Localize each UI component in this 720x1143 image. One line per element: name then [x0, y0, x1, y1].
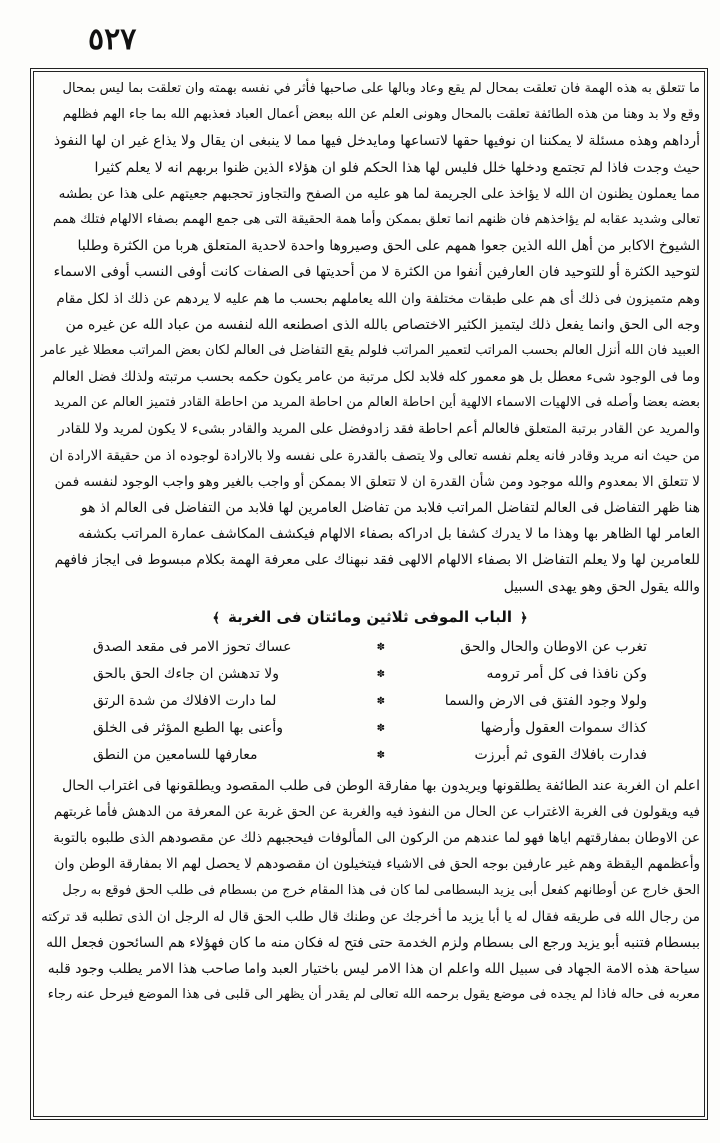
verse-first-half: ولولا وجود الفتق فى الارض والسما [444, 692, 647, 709]
verse-separator-icon: ✽ [376, 668, 385, 680]
text-line: والمريد عن القادر برتبة المتعلق فالعالم أعم احاطة فقد زادوفضل على المريد والقادر بشىء لا يكون لمريد ولا للقادر [58, 421, 700, 438]
poem [40, 634, 700, 769]
heading-ornament: ﴿ [519, 610, 528, 626]
text-line: وجه الى الحق وانما يفعل ذلك ليتميز الكثير الاختصاص بالله الذى اصطنعه الله لنفسه من عباد الله عن غيره من [65, 316, 700, 333]
text-line: ببسطام فتنبه أبو يزيد ورجع الى بسطام ولزم الخدمة حتى فتح له فكان منه ما كان فهؤلاء هم السائحون فجعل الله [46, 934, 700, 951]
text-line: وما فى الوجود شىء معطل بل هو معمور كله فلابد لكل مرتبة من عامر يكون حكمه بحسب مرتبته ولذلك فضل العالم [52, 369, 700, 386]
text-line: فيه ويقولون فى الغربة الاغتراب عن الحال من النفوذ فيه والغربة عن الحق غربة عن المعرفة من الدهش فأما غربتهم [53, 803, 700, 820]
verse-separator-icon: ✽ [376, 749, 385, 761]
text-line: هنا ظهر التفاضل فى العالم لتفاضل المراتب فلابد من تفاضل العامرين لها فلابد من التفاضل فى العالم اذ هو [80, 500, 700, 516]
verse-second-half: معارفها للسامعين من النطق [93, 746, 258, 763]
text-line: من رجال الله فى طريقه فقال له يا أبا يزيد ما أخرجك عن وطنك قال طلب الحق قال له الرجل ان الذى تطلبه قد تركته [41, 908, 700, 925]
chapter-paragraph [40, 773, 700, 1009]
verse-first-half: وكن نافذا فى كل أمر ترومه [486, 665, 647, 682]
text-line: مما يعملون يظنون ان الله لا يؤاخذ على الجريمة لما هو عليه من الصفح والتجاوز تحجبهم جعيتهم على هذا عن بطشه [58, 185, 700, 202]
verse-separator-icon: ✽ [376, 695, 385, 707]
text-line: معربه فى حاله فاذا لم يجده فى موضع يقول برحمه الله تعالى لم يقدر أن يظهر الى قلبى فى هذا الموضع فيرحل عنه رجاء [47, 987, 700, 1003]
chapter-heading [40, 602, 700, 632]
verse-second-half: عساك تحوز الامر فى مقعد الصدق [93, 638, 292, 655]
text-line: أرداهم وهذه مسئلة لا يمكننا ان نوفيها حقها لاتساعها ومايدخل فيها مما لا ينبغى ان يقال ولا يذاع غير ان لها النفوذ [53, 133, 700, 150]
verse-second-half: وأعنى بها الطبع المؤثر فى الخلق [93, 719, 284, 736]
chapter-title: الباب الموفى ثلاثين ومائتان فى الغربة [228, 607, 512, 626]
text-line: وهم متميزون فى ذلك أى هم على طبقات مختلفة وان الله يعاملهم بحسب ما هم عليه لا يردهم عن ذلك اذ لكل مقام [56, 290, 700, 307]
verse-second-half: ولا تدهشن ان جاءك الحق بالحق [93, 665, 279, 682]
poem-verse [40, 742, 700, 769]
text-line: الحق خارج عن أوطانهم كفعل أبى يزيد البسطامى لما كان فى هذا المقام خرج من بسطام فى طلب الحق فوقع به رجل [62, 882, 700, 898]
text-line: وأعظمهم اليقظة وهم غير عارفين بوجه الحق فى الاشياء فيتخيلون ان مقصودهم لا يحصل لهم الا بمفارقة الوطن وان [54, 856, 700, 873]
text-line: الشيوخ الاكابر من أهل الله الذين جعوا همهم على الحق وصيروها واحدة لاحدية المتعلق هربا من الكثرة وطلبا [77, 238, 700, 255]
text-line: اعلم ان الغربة عند الطائفة يطلقونها ويريدون بها مفارقة الوطن فى طلب المقصود ويطلقونها فى اغتراب الحال [62, 777, 700, 794]
text-line: العبيد فان الله أنزل العالم بحسب المراتب لتعمير المراتب فلولم يقع التفاضل فى العالم لكان بعض المراتب معطلا غير عامر [41, 342, 700, 358]
verse-first-half: فدارت بافلاك القوى ثم أبرزت [474, 746, 647, 763]
text-line: لا تتعلق الا بمعدوم والله موجود ومن شأن القدرة ان لا تتعلق الا بممكن أو واجب بالغير وهو واجب الوجود لنفسه فمن [54, 473, 700, 490]
text-line: عن الاوطان بمفارقتهم اياها فهو لما عندهم من الركون الى المألوفات فيحجبهم ذلك عن مقصودهم الذى طلبوه بالتوبة [53, 830, 700, 847]
text-line: وقع ولا بد وهنا من هذه الطائفة تعلقت بالمحال وهونى العلم عن الله ببعض أعمال العباد فعذبهم الله بما جاء الهم فظلهم [62, 107, 700, 123]
text-line: تعالى وشديد عقابه لم يؤاخذهم فان ظنهم انما تعلق بممكن وأما همة الحقيقة التى هى جمع الهمم بصفاء الالهام فتلك همم [53, 211, 700, 227]
verse-second-half: لما دارت الافلاك من شدة الرتق [93, 692, 277, 709]
poem-verse [40, 634, 700, 661]
heading-ornament: ﴾ [212, 610, 221, 626]
text-line: سياحة هذه الامة الجهاد فى سبيل الله واعلم ان هذا الامر ليس باختيار العبد واما صاحب هذا الامر يطلب وجود قلبه [47, 961, 700, 978]
poem-verse [40, 715, 700, 742]
text-line: ما تتعلق به هذه الهمة فان تعلقت بمحال لم يقع وعاد وبالها على صاحبها فأثر في نفسه بهمته وان تعلقت بما ليس بمحال [62, 81, 700, 96]
page-number: ٥٢٧ [88, 22, 137, 57]
poem-verse [40, 688, 700, 715]
opening-paragraph [40, 76, 700, 600]
verse-separator-icon: ✽ [376, 641, 385, 653]
text-line: والله يقول الحق وهو يهدى السبيل [503, 578, 700, 595]
text-line: من حيث انه مريد وقادر فانه يعلم نفسه تعالى ولا يتصف بالقدرة على نفسه ولا بالارادة لوجوده اذ من حقيقة الارادة ان [49, 447, 700, 464]
text-line: العامر لها الظاهر بها وهذا ما لا يدرك كشفا بل ادراكه بصفاء الالهام فيكشف المكاشف عمارة المراتب بكشفه [78, 526, 700, 543]
text-line: بعضه بعضا وأصله فى الالهيات الاسماء الالهية أين احاطة العالم من احاطة المريد من احاطة القادر فتميز العالم عن المريد [54, 395, 700, 411]
text-line: للعامرين لها ولا يعلم التفاضل الا بصفاء الالهام الالهى فقد نبهناك على معرفة الهمة بكلام مبسوط فى ايجاز فافهم [54, 552, 700, 569]
verse-first-half: كذاك سموات العقول وأرضها [480, 719, 647, 736]
text-line: لتوحيد الكثرة أو للتوحيد فان العارفين أنفوا من الكثرة لا من أحديتها فى الصفات كانت أوفى النسب أوفى الاسماء [53, 264, 700, 281]
main-text-block [40, 76, 700, 1008]
verse-separator-icon: ✽ [376, 722, 385, 734]
verse-first-half: تغرب عن الاوطان والحال والحق [460, 638, 647, 655]
text-line: حيث وجدت فاذا لم تجتمع ودخلها خلل فليس لها هذا الحكم فلو ان هؤلاء الذين ظنوا بربهم انه لا يعلم كثيرا [94, 159, 700, 176]
poem-verse [40, 661, 700, 688]
